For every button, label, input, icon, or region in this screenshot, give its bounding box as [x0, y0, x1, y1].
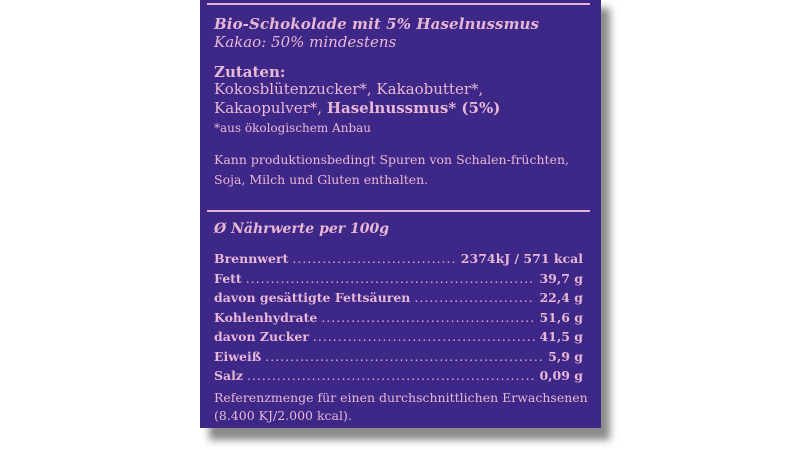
ingredients-highlight: Haselnussmus* (5%)	[326, 99, 501, 117]
nutrition-row-fettsaeuren	[214, 290, 583, 310]
organic-footnote: *aus ökologischem Anbau	[214, 121, 372, 135]
nutrient-value: 2374kJ / 571 kcal	[460, 251, 583, 266]
dot-leader	[313, 329, 536, 344]
nutrient-value: 5,9 g	[548, 348, 583, 364]
nutrition-row-zucker	[214, 329, 583, 349]
nutrition-row-salz	[214, 368, 583, 388]
nutrient-name: Brennwert	[214, 251, 289, 266]
dot-leader	[247, 368, 535, 383]
nutrient-name: Salz	[214, 368, 243, 383]
nutrient-value: 22,4 g	[539, 290, 583, 305]
nutrition-row-eiweiss	[214, 349, 583, 369]
ingredients-plain: Kokosblütenzucker*, Kakaobutter*, Kakaopulver*,	[214, 80, 484, 117]
dot-leader	[265, 349, 544, 364]
ingredients-list	[214, 80, 594, 118]
nutrient-name: davon Zucker	[214, 329, 309, 344]
reference-note: Referenzmenge für einen durchschnittlichen Erwachsenen (8.400 KJ/2.000 kcal).	[214, 390, 588, 423]
nutrient-name: Kohlenhydrate	[214, 309, 318, 325]
nutrition-heading: Ø Nährwerte per 100g	[214, 221, 390, 237]
dot-leader	[292, 251, 456, 266]
allergen-note: Kann produktionsbedingt Spuren von Schalen-früchten, Soja, Milch und Gluten enthalten.	[214, 152, 569, 187]
cocoa-content: Kakao: 50% mindestens	[214, 33, 397, 51]
nutrition-row-kohlenhydrate	[214, 310, 583, 330]
ingredients-heading: Zutaten:	[214, 63, 286, 81]
dot-leader	[321, 310, 535, 325]
top-divider	[207, 3, 590, 5]
nutrient-name: davon gesättigte Fettsäuren	[214, 290, 411, 305]
nutrient-value: 41,5 g	[539, 329, 583, 344]
nutrition-row-fett	[214, 271, 583, 291]
dot-leader	[246, 271, 536, 286]
nutrient-value: 39,7 g	[539, 270, 583, 286]
dot-leader	[414, 290, 535, 305]
nutrient-value: 0,09 g	[539, 368, 583, 383]
product-title: Bio-Schokolade mit 5% Haselnussmus	[214, 15, 540, 33]
middle-divider	[207, 210, 590, 212]
nutrient-value: 51,6 g	[539, 309, 583, 325]
nutrition-row-brennwert	[214, 251, 583, 271]
nutrient-name: Eiweiß	[214, 348, 262, 364]
nutrition-table	[214, 251, 583, 388]
nutrient-name: Fett	[214, 270, 242, 286]
nutrition-label	[200, 0, 601, 428]
